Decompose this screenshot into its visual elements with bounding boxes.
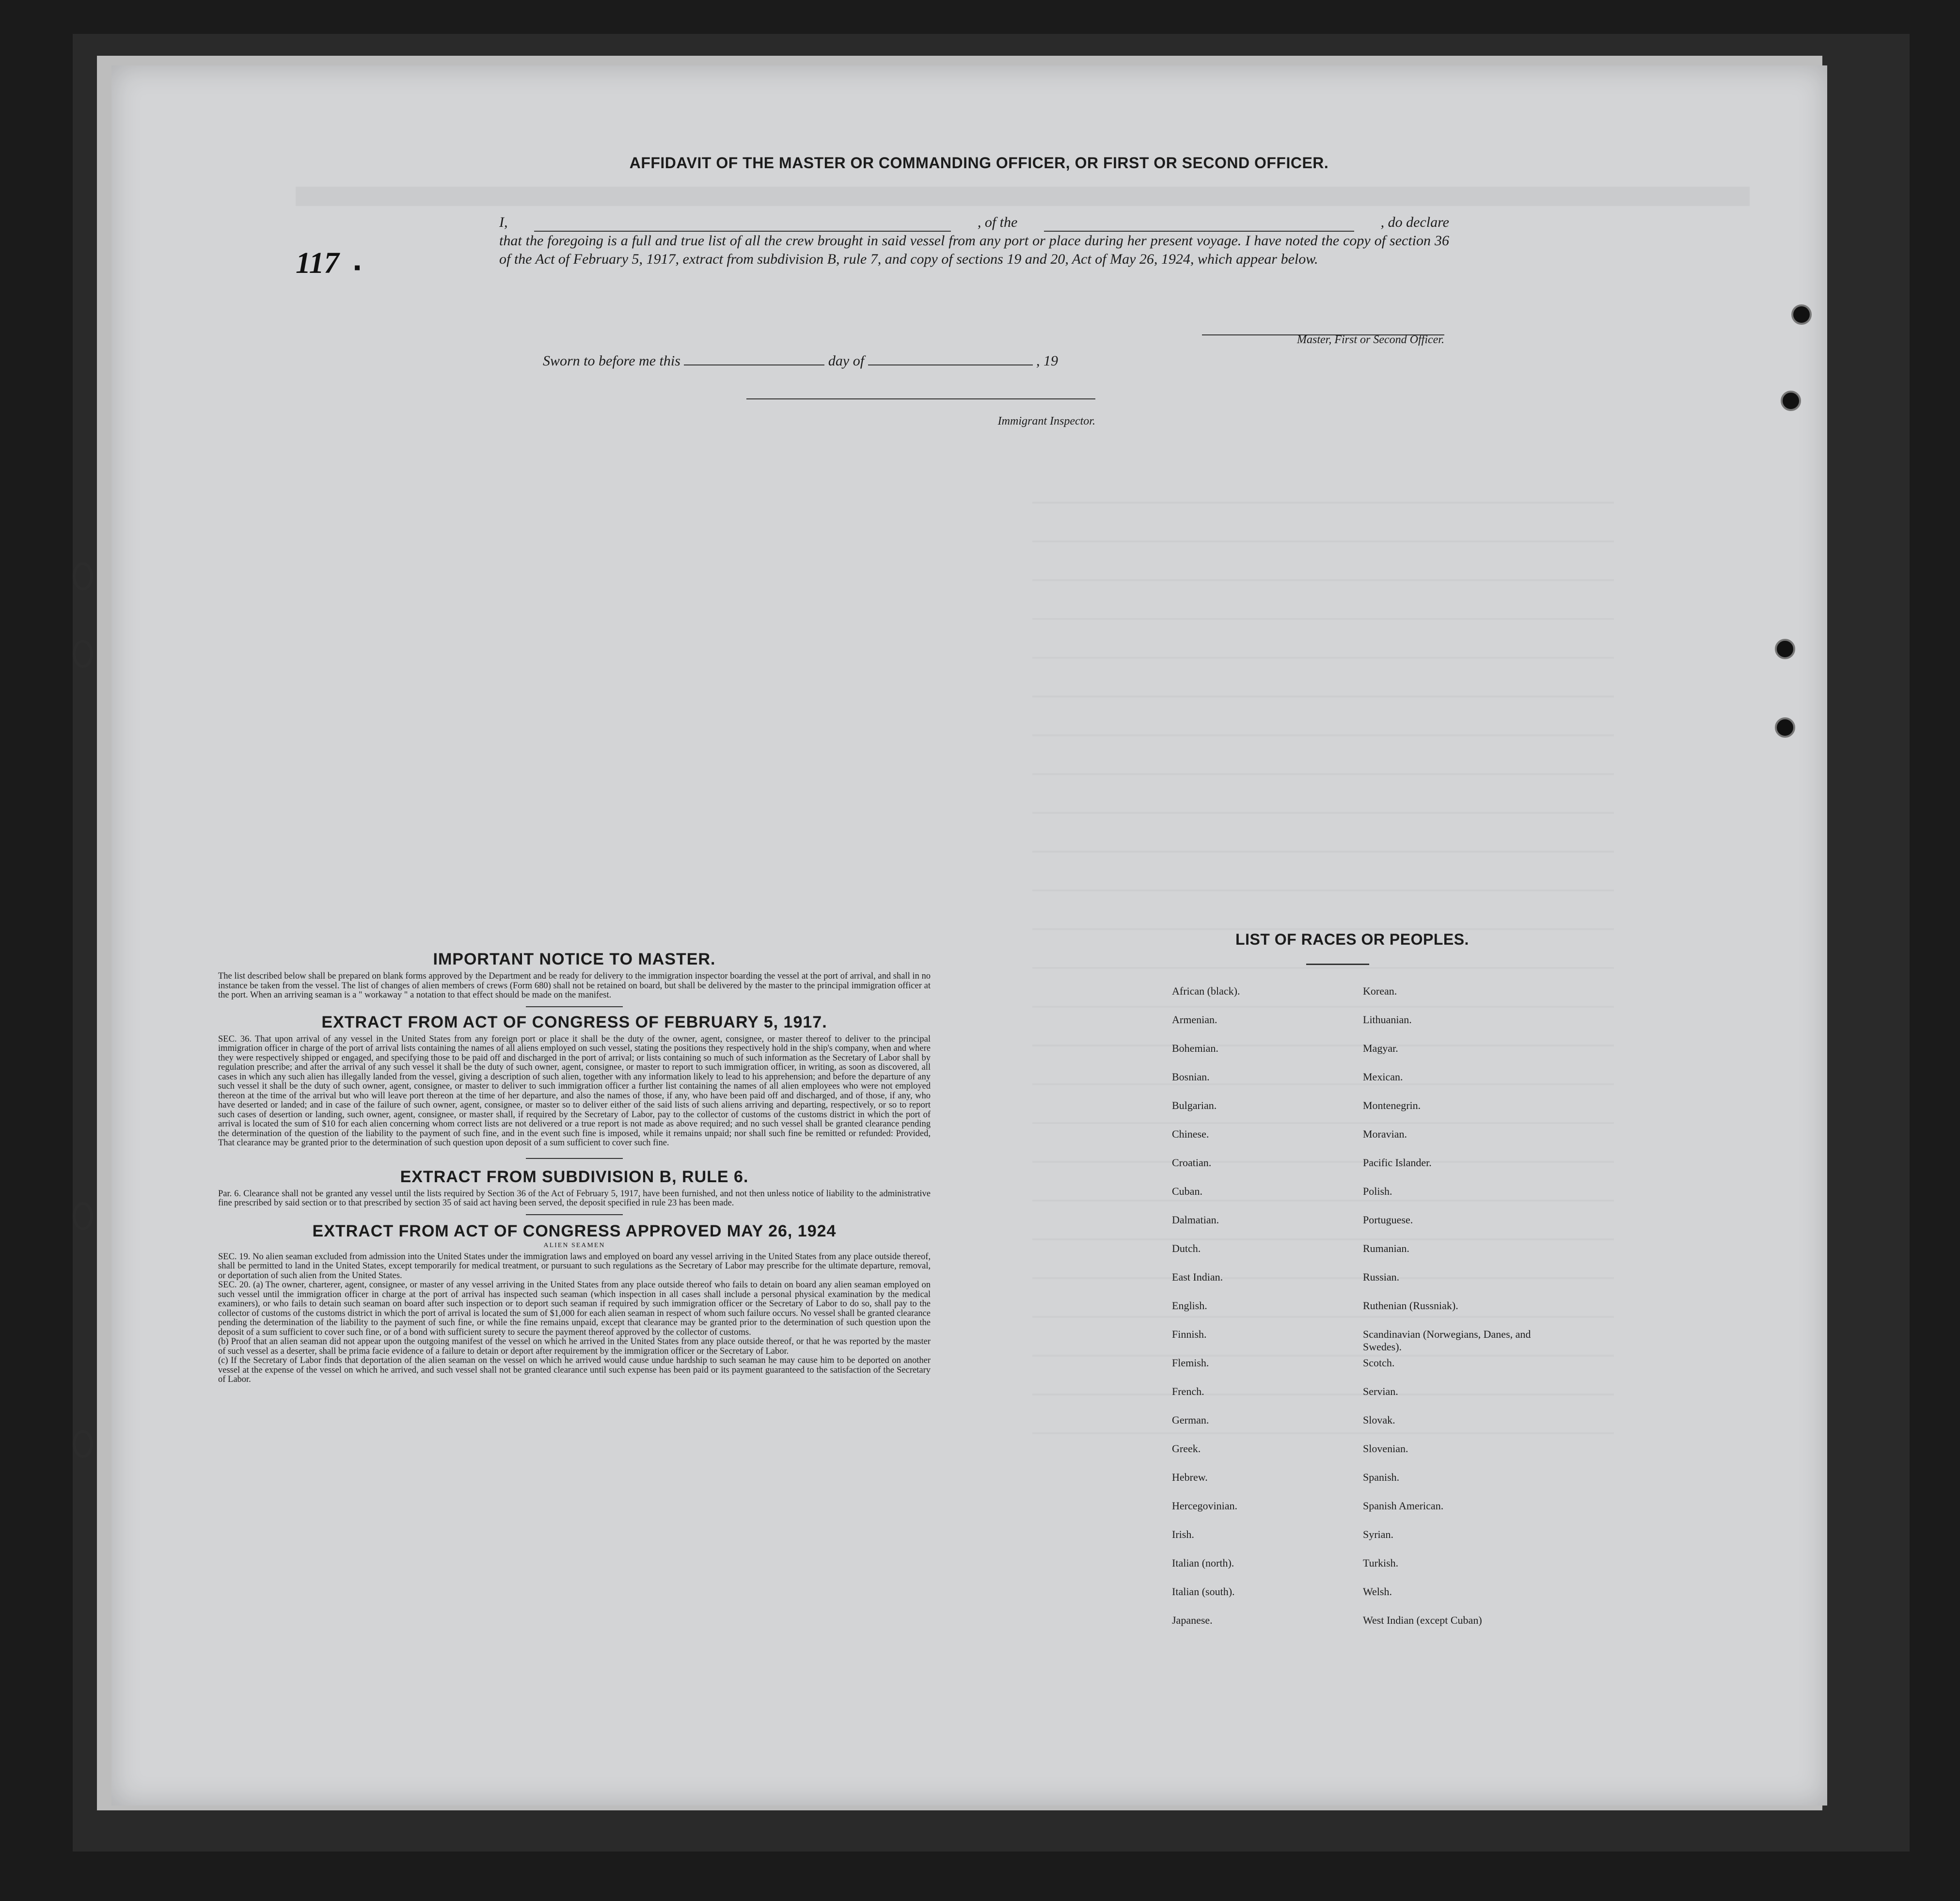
- extract-rule-text: Par. 6. Clearance shall not be granted any vessel until the lists required by Section 36 of the Act of February 5, 1917, have been furnished, and not then unless notice of liability to the administrative fine prescribed by said section or to that prescribed by section 35 of said act having been served, the deposit specified in rule 23 has been made.: [218, 1188, 931, 1208]
- inspector-signature-line[interactable]: [746, 398, 1095, 399]
- race-item: Lithuanian.: [1363, 1014, 1412, 1026]
- sworn-statement: [543, 352, 1058, 369]
- race-item: Cuban.: [1172, 1185, 1202, 1197]
- affidavit-body: that the foregoing is a full and true list of all the crew brought in said vessel from any port or place during her present voyage. I have noted the copy of section 36 of the Act of February 5, 1917, extract from subdivision B, rule 7, and copy of sections 19 and 20, Act of May 26, 1924, which appear below.: [499, 233, 1449, 267]
- race-item: Croatian.: [1172, 1156, 1212, 1169]
- extract-rule-title: EXTRACT FROM SUBDIVISION B, RULE 6.: [400, 1167, 749, 1186]
- binder-hole-icon: [1791, 304, 1812, 325]
- race-item: Portuguese.: [1363, 1214, 1413, 1226]
- extract-1924-sec19: SEC. 19. No alien seaman excluded from admission into the United States under the immigration laws and employed on board any vessel arriving in the United States from any place outside thereof, shall be permitted to land in the United States, except temporarily for medical treatment, or pursuant to such regulations as the Secretary of Labor may prescribe for the ultimate departure, removal, or deportation of such alien from the United States.: [218, 1251, 931, 1281]
- binder-ring-icon: [73, 1430, 93, 1458]
- extract-1917-text: SEC. 36. That upon arrival of any vessel in the United States from any foreign port or place it shall be the duty of the owner, agent, consignee, or master thereof to deliver to the principal immigration officer in charge of the port of arrival lists containing the names of all aliens employed on such vessel, stating the positions they respectively hold in the ship's company, when and where they were respectively shipped or engaged, and specifying those to be paid off and discharged in the port of arrival; or lists containing so much of such information as the Secretary of Labor shall by regulation prescribe; and after the arrival of any such vessel it shall be the duty of such owner, agent, consignee, or master to report to such immigration officer, in writing, as soon as discovered, all cases in which any such alien has illegally landed from the vessel, giving a description of such alien, together with any information likely to lead to his apprehension; and before the departure of any such vessel it shall be the duty of such owner, agent, consignee, or master to deliver to such immigration officer a further list containing the names of all alien employees who were not employed thereon at the time of the arrival but who will leave port thereon at the time of her departure, and also the names of those, if any, who have been paid off and discharged, and of those, if any, who have deserted or landed; and in case of the failure of such owner, agent, consignee, or master so to deliver either of the said lists of such aliens arriving and departing, respectively, or so to report such cases of desertion or landing, such owner, agent, consignee, or master shall, if required by the Secretary of Labor, pay to the collector of customs of the customs district in which the port of arrival is located the sum of $10 for each alien concerning whom correct lists are not delivered or a true report is not made as above required; and no such vessel shall be granted clearance pending the determination of the question of the liability to the payment of such fine, and in the event such fine is imposed, while it remains unpaid; nor shall such fine be remitted or refunded: Provided, That clearance may be granted prior to the determination of such question upon deposit of a sum sufficient to cover such fine.: [218, 1034, 931, 1148]
- race-item: Spanish.: [1363, 1471, 1400, 1483]
- affidavit-first-line: [499, 213, 1449, 232]
- race-item: Japanese.: [1172, 1614, 1213, 1626]
- race-item: Ruthenian (Russniak).: [1363, 1299, 1458, 1312]
- sworn-day-blank[interactable]: [684, 352, 824, 365]
- race-item: Slovenian.: [1363, 1442, 1408, 1455]
- manifest-page: [111, 65, 1827, 1806]
- race-item: German.: [1172, 1414, 1209, 1426]
- race-item: Turkish.: [1363, 1557, 1399, 1569]
- sworn-label: Sworn to before me this: [543, 353, 680, 369]
- race-item: Syrian.: [1363, 1528, 1393, 1540]
- races-title: LIST OF RACES OR PEOPLES.: [1235, 931, 1469, 948]
- race-item: Rumanian.: [1363, 1242, 1409, 1254]
- binder-hole-icon: [1775, 639, 1795, 659]
- race-item: Chinese.: [1172, 1128, 1209, 1140]
- affidavit-i-label: I,: [499, 214, 508, 230]
- race-item: Pacific Islander.: [1363, 1156, 1432, 1169]
- master-signature-label: Master, First or Second Officer.: [1297, 333, 1444, 346]
- race-item: West Indian (except Cuban): [1363, 1614, 1482, 1626]
- sworn-month-blank[interactable]: [868, 352, 1033, 365]
- race-item: Spanish American.: [1363, 1500, 1444, 1512]
- extract-1924-sec20a: SEC. 20. (a) The owner, charterer, agent, consignee, or master of any vessel arriving in the United States from any place outside thereof who fails to detain on board any alien seaman employed on such vessel until the immigration officer in charge at the port of arrival has inspected such seaman (which inspection in all cases shall include a personal physical examination by the medical examiners), or who fails to detain such seaman on board after such inspection or to deport such seaman if required by such immigration officer or the Secretary of Labor to do so, shall pay to the collector of customs of the customs district in which the port of arrival is located the sum of $1,000 for each alien seaman in respect of whom such failure occurs. No vessel shall be granted clearance pending the determination of the liability to the payment of such fine, or while the fine remains unpaid, except that clearance may be granted prior to the determination of such question upon the deposit of a sum sufficient to cover such fine, or of a bond with sufficient surety to secure the payment thereof approved by the collector of customs.: [218, 1280, 931, 1337]
- section-divider: [526, 1006, 623, 1007]
- race-item: Italian (south).: [1172, 1585, 1235, 1598]
- extract-1924-title: EXTRACT FROM ACT OF CONGRESS APPROVED MAY 26, 1924: [312, 1221, 837, 1240]
- binder-hole-icon: [1781, 391, 1801, 411]
- notice-title: IMPORTANT NOTICE TO MASTER.: [433, 950, 716, 968]
- show-through-band: [296, 187, 1750, 206]
- races-title-rule: [1306, 964, 1369, 965]
- race-item: Russian.: [1363, 1271, 1400, 1283]
- race-item: Flemish.: [1172, 1357, 1209, 1369]
- race-item: Montenegrin.: [1363, 1099, 1421, 1111]
- race-item: Hercegovinian.: [1172, 1500, 1237, 1512]
- legal-extracts: [218, 950, 931, 1385]
- races-right-column: [1363, 985, 1557, 1643]
- race-item: English.: [1172, 1299, 1207, 1312]
- inspector-signature-label: Immigrant Inspector.: [997, 415, 1095, 428]
- affidavit-declaration: [499, 213, 1449, 269]
- race-item: Irish.: [1172, 1528, 1194, 1540]
- binder-ring-icon: [73, 1202, 93, 1230]
- race-item: Bulgarian.: [1172, 1099, 1217, 1111]
- extract-1924-sec20c: (c) If the Secretary of Labor finds that deportation of the alien seaman on the vessel on which he arrived would cause undue hardship to such seaman he may cause him to be deported on another vessel at the expense of the vessel on which he arrived, and such vessel shall not be granted clearance until such expense has been paid or its payment guaranteed to the satisfaction of the Secretary of Labor.: [218, 1356, 931, 1384]
- handwritten-mark: ▪: [354, 256, 361, 278]
- race-item: Slovak.: [1363, 1414, 1395, 1426]
- race-item: Hebrew.: [1172, 1471, 1208, 1483]
- extract-1924-subtitle: ALIEN SEAMEN: [543, 1241, 605, 1249]
- extract-1917-title: EXTRACT FROM ACT OF CONGRESS OF FEBRUARY 5, 1917.: [321, 1013, 827, 1031]
- race-item: Welsh.: [1363, 1585, 1392, 1598]
- affidavit-of-the-label: , of the: [977, 214, 1018, 230]
- race-item: Italian (north).: [1172, 1557, 1234, 1569]
- binder-ring-icon: [73, 562, 93, 590]
- race-item: Servian.: [1363, 1385, 1398, 1397]
- race-item: African (black).: [1172, 985, 1240, 997]
- race-item: Bohemian.: [1172, 1042, 1218, 1054]
- race-item: Dalmatian.: [1172, 1214, 1219, 1226]
- race-item: Finnish.: [1172, 1328, 1207, 1340]
- race-item: Scotch.: [1363, 1357, 1395, 1369]
- race-item: Magyar.: [1363, 1042, 1398, 1054]
- affidavit-do-declare-label: , do declare: [1380, 214, 1449, 230]
- race-item: East Indian.: [1172, 1271, 1223, 1283]
- race-item: French.: [1172, 1385, 1204, 1397]
- section-divider: [526, 1158, 623, 1159]
- binder-ring-icon: [73, 640, 93, 668]
- master-name-blank[interactable]: [534, 218, 951, 232]
- race-item: Greek.: [1172, 1442, 1201, 1455]
- races-left-column: [1172, 985, 1366, 1643]
- race-item: Moravian.: [1363, 1128, 1407, 1140]
- vessel-name-blank[interactable]: [1044, 218, 1354, 232]
- binder-hole-icon: [1775, 717, 1795, 738]
- notice-text: The list described below shall be prepared on blank forms approved by the Department and be ready for delivery to the immigration inspector boarding the vessel at the port of arrival, and shall in no instance be taken from the vessel. The list of changes of alien members of crews (Form 680) shall not be retained on board, but shall be delivered by the master to the principal immigration officer at the port. When an arriving seaman is a " workaway " a notation to that effect should be made on the manifest.: [218, 971, 931, 1000]
- race-item: Polish.: [1363, 1185, 1392, 1197]
- race-item: Armenian.: [1172, 1014, 1217, 1026]
- affidavit-title: AFFIDAVIT OF THE MASTER OR COMMANDING OFFICER, OR FIRST OR SECOND OFFICER.: [629, 154, 1329, 172]
- extract-1924-sec20b: (b) Proof that an alien seaman did not appear upon the outgoing manifest of the vessel on which he arrived in the United States from any place outside thereof, or that he was reported by the master of such vessel as a deserter, shall be prima facie evidence of a failure to detain or deport after requirement by the immigration officer or the Secretary of Labor.: [218, 1337, 931, 1356]
- race-item: Dutch.: [1172, 1242, 1201, 1254]
- sworn-year-label: , 19: [1036, 353, 1059, 369]
- race-item: Mexican.: [1363, 1071, 1403, 1083]
- race-item: Bosnian.: [1172, 1071, 1210, 1083]
- race-item: Scandinavian (Norwegians, Danes, and Swedes).: [1363, 1328, 1531, 1353]
- section-divider: [526, 1214, 623, 1215]
- handwritten-page-number: 117: [296, 247, 339, 280]
- race-item: Korean.: [1363, 985, 1397, 997]
- sworn-day-of-label: day of: [828, 353, 865, 369]
